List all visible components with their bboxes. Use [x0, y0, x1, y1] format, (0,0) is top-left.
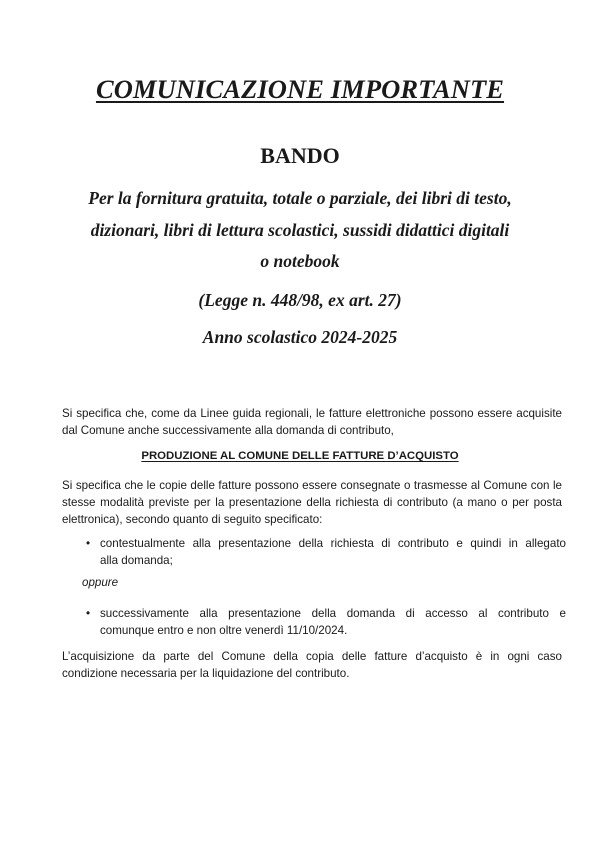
- intro-paragraph: [62, 405, 562, 439]
- school-year: Anno scolastico 2024-2025: [202, 327, 398, 347]
- bullet-line: contestualmente alla presentazione della richiesta di contributo e quindi in allegato: [100, 537, 566, 550]
- headline: COMUNICAZIONE IMPORTANTE: [95, 74, 505, 104]
- subtitle-line: dizionari, libri di lettura scolastici, sussidi didattici digitali: [90, 219, 510, 240]
- bullet-line: comunque entro e non oltre venerdì 11/10/2024.: [100, 624, 348, 637]
- subtitle-line: Per la fornitura gratuita, totale o parziale, dei libri di testo,: [88, 188, 512, 208]
- closing-line: condizione necessaria per la liquidazione del contributo.: [62, 667, 350, 680]
- bullet-line: alla domanda;: [100, 554, 173, 567]
- intro-line: Si specifica che, come da Linee guida regionali, le fatture elettroniche possono essere acquisite: [62, 407, 562, 420]
- section-line: Si specifica che le copie delle fatture possono essere consegnate o trasmesse al Comune con le: [62, 479, 562, 492]
- law-reference: (Legge n. 448/98, ex art. 27): [198, 290, 402, 310]
- bullet-text: [100, 605, 566, 639]
- oppure-label: oppure: [82, 576, 119, 589]
- bando-subtitle: [30, 183, 570, 278]
- section-line: elettronica), secondo quanto di seguito specificato:: [62, 513, 323, 526]
- section-paragraph: [62, 477, 562, 528]
- section-line: stesse modalità previste per la presentazione della richiesta di contributo (a mano o per posta: [62, 496, 562, 509]
- bullet-line: successivamente alla presentazione della domanda di accesso al contributo e: [100, 607, 566, 620]
- closing-paragraph: [62, 648, 562, 682]
- subtitle-line: o notebook: [260, 251, 340, 271]
- closing-line: L’acquisizione da parte del Comune della copia delle fatture d’acquisto è in ogni caso: [62, 650, 562, 663]
- intro-line: dal Comune anche successivamente alla domanda di contributo,: [62, 424, 394, 437]
- bullet-icon: •: [86, 537, 91, 550]
- bullet-icon: •: [86, 607, 91, 620]
- section-heading: PRODUZIONE AL COMUNE DELLE FATTURE D’ACQUISTO: [141, 450, 459, 462]
- bullet-text: [100, 535, 566, 569]
- bando-title: BANDO: [260, 143, 340, 168]
